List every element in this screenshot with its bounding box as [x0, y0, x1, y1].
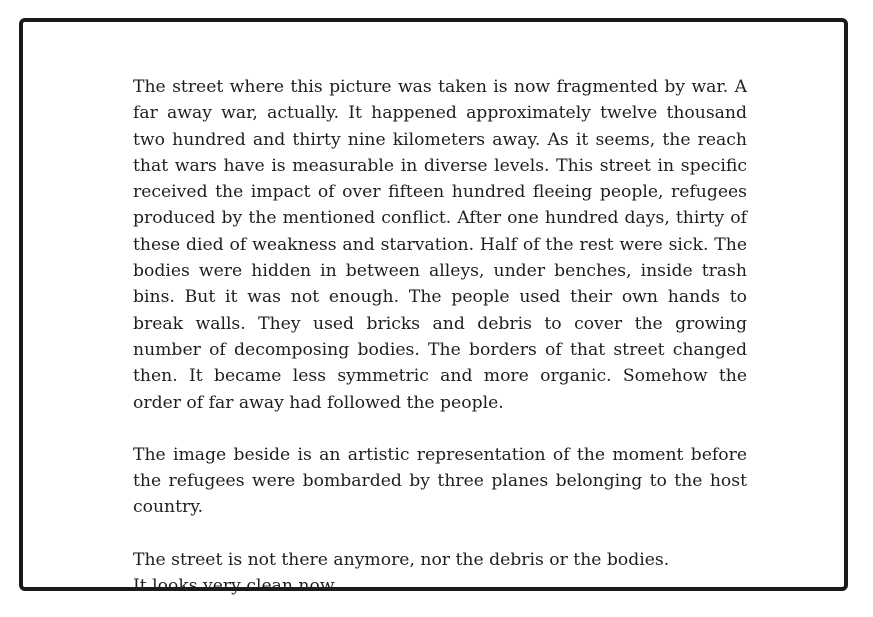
document-frame — [19, 18, 848, 597]
paragraph-2: The image beside is an artistic representation of the moment before the refugees were bombarded by three planes belonging to the host country. — [133, 444, 747, 518]
text-block — [133, 74, 747, 599]
paragraph-1: The street where this picture was taken is now fragmented by war. A far away war, actually. It happened approximately twelve thousand two hundred and thirty nine kilometers away. As it seems, the reach that wars have is measurable in diverse levels. This street in specific received the impact of over fifteen hundred fleeing people, refugees produced by the mentioned conflict. After one hundred days, thirty of these died of weakness and starvation. Half of the rest were sick. The bodies were hidden in between alleys, under benches, inside trash bins. But it was not enough. The people used their own hands to break walls. They used bricks and debris to cover the growing number of decomposing bodies. The borders of that street changed then. It became less symmetric and more organic. Somehow the order of far away had followed the people. — [133, 77, 747, 413]
paragraph-spacer — [133, 521, 747, 547]
paragraph-spacer — [133, 416, 747, 442]
paragraph-3-line-1: The street is not there anymore, nor the debris or the bodies. — [133, 549, 670, 570]
paragraph-3-line-2: It looks very clean now. — [133, 576, 338, 597]
paragraph-3 — [133, 547, 747, 600]
